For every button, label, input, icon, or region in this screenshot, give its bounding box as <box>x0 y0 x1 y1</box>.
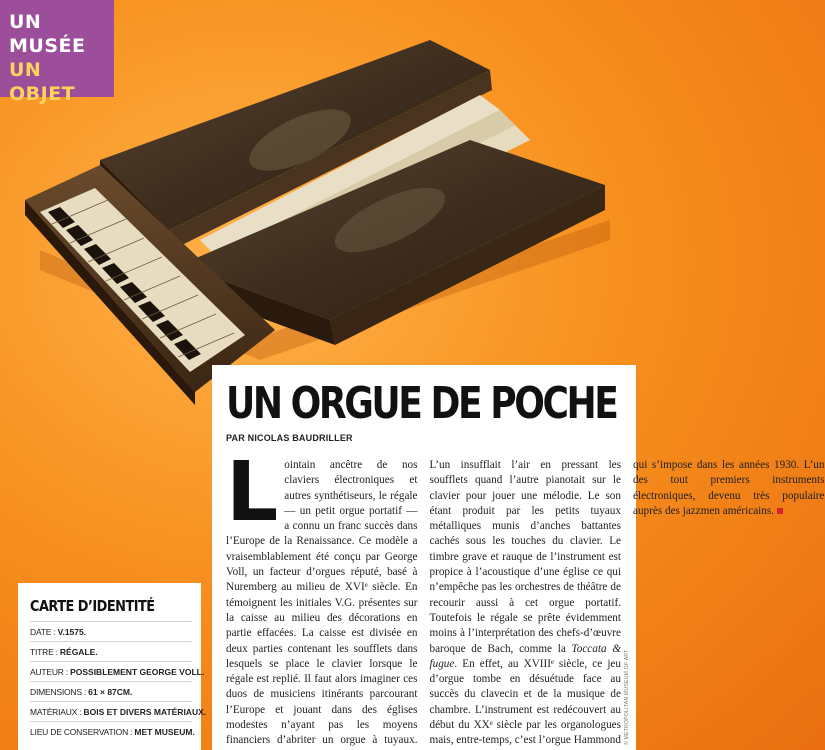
id-row-location <box>30 721 195 741</box>
id-value: V.1575. <box>57 626 87 637</box>
identity-card <box>18 583 207 750</box>
id-label: TITRE : <box>30 646 58 657</box>
id-label: LIEU DE CONSERVATION : <box>30 726 133 737</box>
article-panel <box>212 365 825 750</box>
id-row-title <box>30 641 192 661</box>
identity-card-heading: CARTE D’IDENTITÉ <box>30 597 155 615</box>
id-label: DIMENSIONS : <box>30 686 87 697</box>
kicker-line-1: UN MUSÉE <box>9 11 86 57</box>
id-row-author <box>30 661 205 681</box>
end-mark-icon <box>777 508 783 514</box>
id-value: BOIS ET DIVERS MATÉRIAUX. <box>83 706 207 717</box>
article-byline: PAR NICOLAS BAUDRILLER <box>226 433 353 443</box>
body-text-part-2: . En effet, au XVIIIᵉ siècle, ce jeu d’orgue tombe en désuétude face au succès du clavecin et de la musique de chambre. L’instrument est redécouvert au début du XXᵉ siècle par les organologues mais, entre-temps, c’est l’orgue Hammond qui s’impose dans les années 1930. L’un des tout premiers instruments électroniques, devenu très populaire auprès des jazzmen américains. <box>429 459 825 747</box>
id-label: MATÉRIAUX : <box>30 706 82 717</box>
id-row-materials <box>30 701 207 721</box>
id-value: MET MUSEUM. <box>134 726 195 737</box>
regal-instrument-photo <box>0 0 636 420</box>
id-label: DATE : <box>30 626 56 637</box>
body-text-part-1: ointain ancêtre de nos claviers électroniques et autres synthétiseurs, le régale — un petit orgue portatif — a connu un franc succès dans l’Europe de la Renaissance. Ce modèle a vraisemblablement été conçu par George Voll, un facteur d’orgues réputé, basé à Nuremberg au milieu de XVIᵉ siècle. En témoignent les initiales V.G. présentes sur la caisse au milieu des décorations en partie effacées. La caisse est divisée en deux parties contenant les soufflets dans lesquels se place le clavier lorsque le régale est replié. Il faut alors imaginer ces duos de musiciens itinérants parcourant l’Europe et jouant dans des églises modestes n’ayant pas les moyens financiers d’abriter un orgue à tuyaux. L’un insufflait l’air en pressant les soufflets quand l’autre pianotait sur le clavier pour jouer une mélodie. Le son étant produit par les petits tuyaux métalliques munis d’anches battantes cachés sous les touches du clavier. Le timbre grave et rauque de l’instrument est propice à l’acoustique d’une église ce qui n’empêche pas les orchestres de théâtre de recourir aussi à cet orgue portatif. Toutefois le régale se prête évidemment moins à l’interprétation des chefs-d’œuvre baroque de Bach, comme la <box>226 459 621 747</box>
kicker-line-2: UN OBJET <box>9 59 76 105</box>
photo-credit: © METROPOLITAN MUSEUM OF ART <box>624 649 630 745</box>
drop-cap: L <box>226 445 279 540</box>
id-row-dimensions <box>30 681 192 701</box>
article-title: UN ORGUE DE POCHE <box>226 378 617 429</box>
id-value: 61 × 87CM. <box>88 686 133 697</box>
id-value: RÉGALE. <box>59 646 98 657</box>
id-label: AUTEUR : <box>30 666 69 677</box>
id-row-date <box>30 621 192 641</box>
work-title: Toccata & fugue <box>429 642 621 670</box>
id-value: POSSIBLEMENT GEORGE VOLL. <box>70 666 205 677</box>
